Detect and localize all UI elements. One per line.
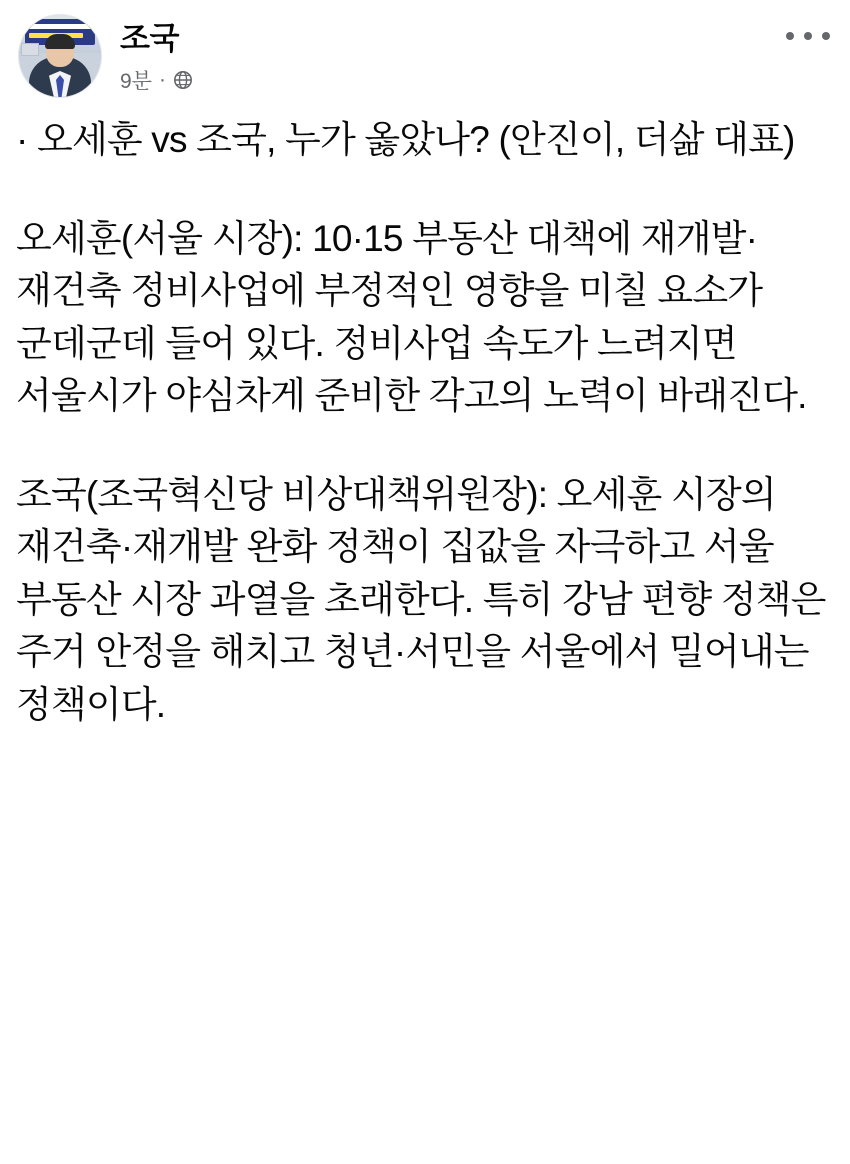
post-timestamp[interactable]: 9분 [120,70,152,94]
avatar-hair [45,34,75,49]
avatar[interactable] [18,14,102,98]
post-header-text [120,14,193,95]
avatar-banner-line-1 [29,24,91,29]
ellipsis-dot-2 [804,32,812,40]
ellipsis-dot-3 [822,32,830,40]
post-paragraph-oh: 오세훈(서울 시장): 10·15 부동산 대책에 재개발·재건축 정비사업에 부정적인 영향을 미칠 요소가 군데군데 들어 있다. 정비사업 속도가 느려지면 서울시가 야심차게 준비한 각고의 노력이 바래진다. [16,217,807,417]
author-name[interactable]: 조국 [120,21,179,56]
meta-separator: · [158,68,166,92]
ellipsis-icon[interactable] [786,22,830,50]
post-content [0,104,850,731]
ellipsis-dot-1 [786,32,794,40]
post-paragraph-cho: 조국(조국혁신당 비상대책위원장): 오세훈 시장의 재건축·재개발 완화 정책이 집값을 자극하고 서울 부동산 시장 과열을 초래한다. 특히 강남 편향 정책은 주거 안정을 해치고 청년·서민을 서울에서 밀어내는 정책이다. [16,473,826,725]
post-meta [120,65,193,95]
globe-icon[interactable] [173,70,193,90]
post-header [0,0,850,104]
avatar-flag [21,43,39,56]
post-paragraph-title: · 오세훈 vs 조국, 누가 옳았나? (안진이, 더삶 대표) [16,119,795,160]
